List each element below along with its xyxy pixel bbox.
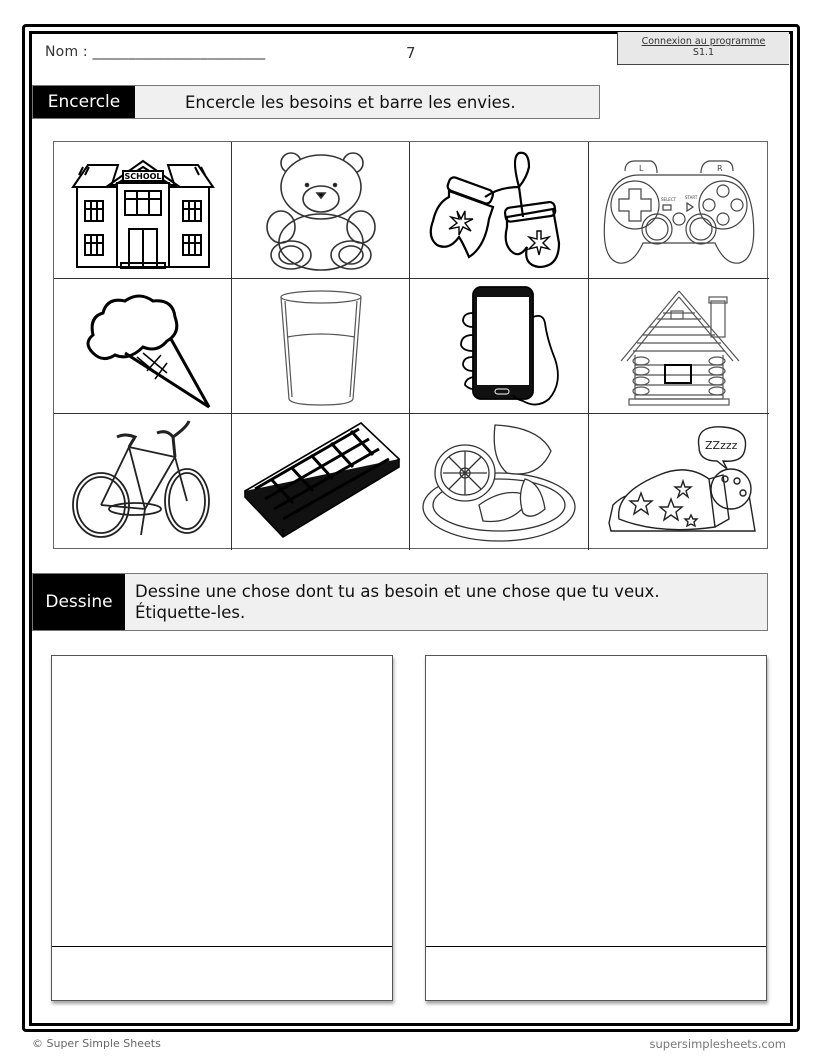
grid-cell-mittens[interactable]	[410, 142, 589, 279]
grid-cell-chocolate-bar[interactable]	[232, 414, 410, 550]
dessine-section-header	[32, 573, 768, 631]
game-controller-icon	[599, 147, 759, 273]
program-connection-box	[617, 32, 789, 65]
label-divider-line	[426, 946, 766, 947]
grid-cell-smartphone[interactable]	[410, 279, 589, 414]
need-drawing-box[interactable]	[51, 655, 393, 1001]
teddy-bear-icon	[241, 147, 401, 273]
glass-of-water-icon	[241, 283, 401, 409]
smartphone-icon	[419, 283, 579, 409]
sleeping-bag-icon	[599, 419, 759, 545]
program-code: S1.1	[692, 47, 715, 58]
grid-cell-glass-of-water[interactable]	[232, 279, 410, 414]
needs-wants-image-grid	[53, 141, 768, 549]
grid-cell-bicycle[interactable]	[54, 414, 232, 550]
grid-cell-sleeping-bag[interactable]	[589, 414, 769, 550]
instruction-line-1: Dessine une chose dont tu as besoin et une chose que tu veux.	[135, 582, 660, 601]
section-instruction-encercle: Encercle les besoins et barre les envies.	[185, 92, 516, 112]
want-drawing-box[interactable]	[425, 655, 767, 1001]
bicycle-icon	[63, 419, 223, 545]
school-icon	[63, 147, 223, 273]
section-instruction-dessine	[125, 574, 767, 630]
footer-copyright: © Super Simple Sheets	[32, 1037, 161, 1050]
svg-text:ZZzzz: ZZzzz	[705, 439, 738, 452]
svg-text:R: R	[717, 164, 723, 173]
grid-cell-teddy-bear[interactable]	[232, 142, 410, 279]
encercle-section-header	[32, 85, 600, 119]
log-cabin-icon	[599, 283, 759, 409]
chocolate-bar-icon	[241, 419, 401, 545]
name-field[interactable]: Nom : ________________________	[45, 44, 266, 60]
page-number: 7	[406, 44, 416, 62]
ice-cream-icon	[63, 283, 223, 409]
grid-cell-ice-cream[interactable]	[54, 279, 232, 414]
svg-text:START: START	[685, 195, 698, 200]
section-label-dessine: Dessine	[33, 574, 125, 630]
grid-cell-game-controller[interactable]	[589, 142, 769, 279]
section-label-encercle: Encercle	[33, 86, 135, 118]
svg-text:SELECT: SELECT	[661, 197, 677, 202]
grid-cell-orange-slices[interactable]	[410, 414, 589, 550]
grid-cell-school[interactable]	[54, 142, 232, 279]
instruction-line-2: Étiquette-les.	[135, 603, 246, 622]
orange-slices-icon	[419, 419, 579, 545]
svg-text:SCHOOL: SCHOOL	[123, 172, 162, 181]
label-divider-line	[52, 946, 392, 947]
grid-cell-log-cabin[interactable]	[589, 279, 769, 414]
mittens-icon	[419, 147, 579, 273]
footer-website[interactable]: supersimplesheets.com	[649, 1037, 786, 1051]
program-connection-link[interactable]: Connexion au programme	[641, 36, 766, 47]
svg-text:L: L	[639, 164, 644, 173]
